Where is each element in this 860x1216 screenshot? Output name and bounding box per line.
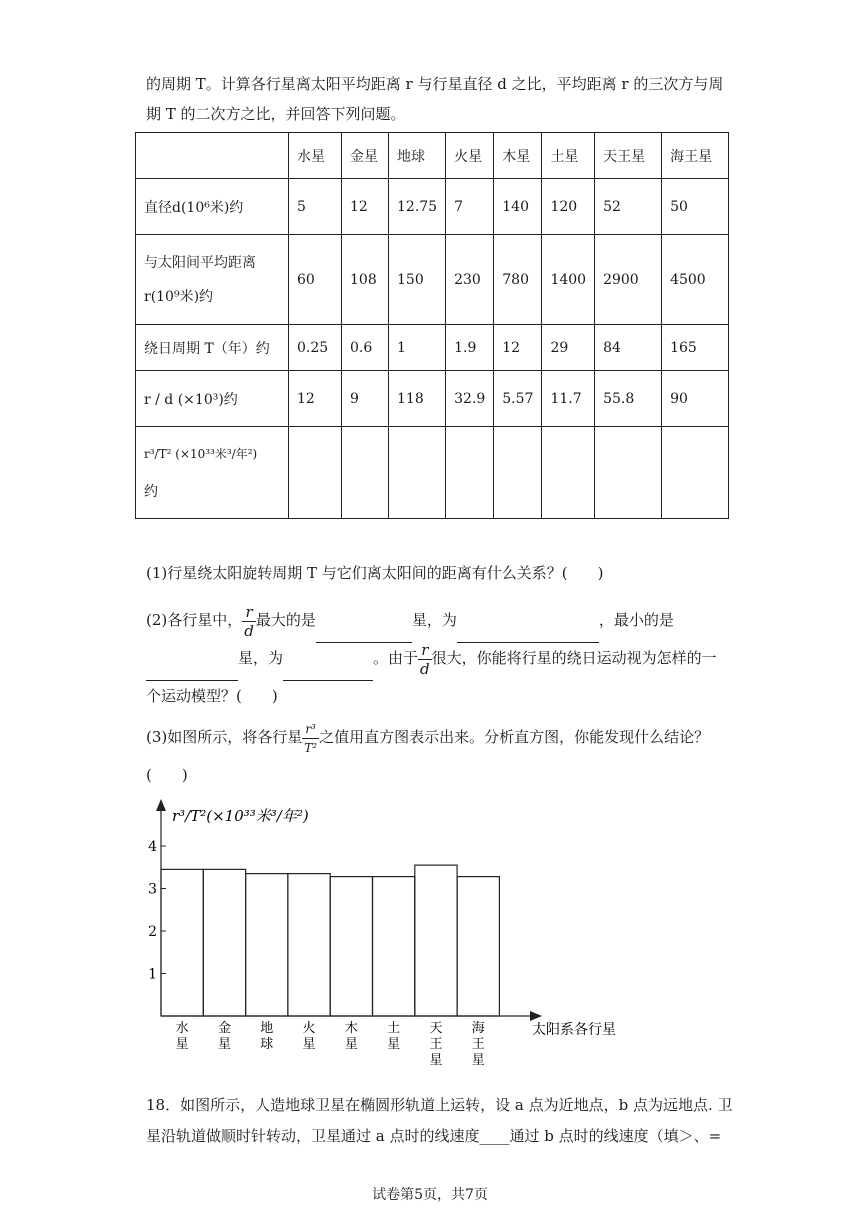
table-cell [662,427,729,519]
q2-text: 星，为 [238,649,284,667]
q3-prefix: (3)如图所示，将各行星 [146,728,303,746]
question-3-line-1 [146,712,709,762]
table-cell [446,427,494,519]
table-cell: 1400 [542,235,595,325]
table-header-cell [136,133,289,179]
x-tick-label: 星 [175,1037,189,1052]
table-cell: 1.9 [446,325,494,371]
table-cell: 120 [542,179,595,235]
fraction-denominator: d [420,659,430,678]
table-row [136,235,729,325]
x-axis-arrow [530,1011,542,1021]
bars [161,865,499,1016]
table-cell [342,427,389,519]
table-cell: 0.6 [342,325,389,371]
q3-text: 之值用直方图表示出来。分析直方图，你能发现什么结论？ [319,728,710,746]
table-cell: 50 [662,179,729,235]
table-cell: 780 [494,235,542,325]
y-ticks [148,839,166,983]
table-cell [389,427,446,519]
x-tick-label: 王 [429,1037,443,1052]
table-cell [494,427,542,519]
x-tick-label: 星 [217,1037,231,1052]
question-18-line-1: 18．如图所示，人造地球卫星在椭圆形轨道上运转，设 a 点为近地点，b 点为远地点. 卫 [146,1096,733,1114]
row-label: r / d (×10³)约 [136,371,289,427]
x-tick-label: 星 [302,1037,316,1052]
table-header-cell: 天王星 [595,133,662,179]
y-axis-label: r³/T²(×10³³米³/年²) [172,807,309,825]
table-header-cell: 水星 [289,133,342,179]
table-cell [595,427,662,519]
table-cell: 84 [595,325,662,371]
table-cell: 29 [542,325,595,371]
table-cell: 5.57 [494,371,542,427]
table-cell [542,427,595,519]
question-2-line-2 [146,636,717,680]
bar [415,865,457,1016]
intro-line-1: 的周期 T。计算各行星离太阳平均距离 r 与行星直径 d 之比，平均距离 r 的三次方与周 [146,75,724,93]
table-header-cell: 地球 [389,133,446,179]
table-cell: 60 [289,235,342,325]
table-cell: 150 [389,235,446,325]
bar [161,869,203,1016]
table-row [136,325,729,371]
fraction-denominator: T² [304,740,318,755]
table-cell [289,427,342,519]
row-label-line-1: 与太阳间平均距离 [144,254,256,271]
x-tick-label: 木 [344,1021,358,1036]
x-tick-labels [176,1020,485,1068]
table-header-cell: 土星 [542,133,595,179]
fraction-numerator: r [242,603,256,622]
q2-text: 。由于 [373,649,419,667]
table-cell: 12 [494,325,542,371]
row-label-line-2: 约 [144,483,158,500]
fraction-numerator: r³ [302,720,319,739]
x-tick-label: 星 [471,1053,485,1068]
bar [288,874,330,1016]
table-cell: 12 [342,179,389,235]
table-cell: 2900 [595,235,662,325]
intro-line-2: 期 T 的二次方之比，并回答下列问题。 [146,105,406,123]
table-row [136,427,729,519]
table-header-cell: 海王星 [662,133,729,179]
x-tick-label: 金 [217,1021,231,1036]
table-row [136,179,729,235]
bar [373,877,415,1016]
table-cell: 118 [389,371,446,427]
table-cell: 12 [289,371,342,427]
table-row [136,371,729,427]
x-tick-label: 海 [471,1021,485,1036]
question-18-line-2: 星沿轨道做顺时针转动，卫星通过 a 点时的线速度____通过 b 点时的线速度（填＞、= [146,1127,722,1145]
question-3-line-2: ( ) [146,766,188,784]
bar [330,877,372,1016]
table-cell: 1 [389,325,446,371]
table-cell: 7 [446,179,494,235]
table-cell: 55.8 [595,371,662,427]
x-tick-label: 土 [387,1021,401,1036]
x-tick-label: 火 [302,1021,316,1036]
x-tick-label: 星 [387,1037,401,1052]
answer-blank[interactable] [146,636,238,681]
x-tick-label: 王 [471,1037,485,1052]
x-axis-label: 太阳系各行星 [532,1022,616,1038]
row-label [136,427,289,519]
bar [457,877,499,1016]
row-label: 直径d(10⁶米)约 [136,179,289,235]
r3-over-t2-fraction [302,720,319,757]
x-tick-label: 水 [175,1021,189,1036]
bar [246,874,288,1016]
q2-prefix: (2)各行星中， [146,611,243,629]
y-tick-label: 1 [148,966,157,983]
table-cell: 32.9 [446,371,494,427]
table-cell: 165 [662,325,729,371]
table-cell: 4500 [662,235,729,325]
q2-text: ，最小的是 [598,611,674,629]
table-header-cell: 金星 [342,133,389,179]
y-tick-label: 3 [148,881,157,898]
y-tick-label: 2 [148,924,157,940]
planet-data-table [135,132,729,519]
chart-axes [156,799,542,1021]
table-header-row [136,133,729,179]
table-cell: 5 [289,179,342,235]
table-header-cell: 木星 [494,133,542,179]
x-tick-label: 星 [344,1037,358,1052]
page-footer: 试卷第5页，共7页 [372,1187,488,1203]
table-cell: 230 [446,235,494,325]
table-cell: 0.25 [289,325,342,371]
q2-text: 最大的是 [255,611,316,629]
table-cell: 90 [662,371,729,427]
answer-blank[interactable] [283,636,373,681]
r-over-d-fraction [418,641,432,678]
y-tick-label: 4 [148,839,157,855]
table-cell: 9 [342,371,389,427]
row-label: 绕日周期 T（年）约 [136,325,289,371]
y-axis-arrow [156,799,166,811]
row-label-line-2: r(10⁹米)约 [144,288,214,305]
q2-text: 很大，你能将行星的绕日运动视为怎样的一 [431,649,717,667]
table-cell: 11.7 [542,371,595,427]
x-tick-label: 星 [429,1053,443,1068]
x-tick-label: 地 [260,1021,274,1036]
question-2-line-3: 个运动模型？( ) [146,687,278,705]
x-tick-label: 球 [260,1037,274,1052]
histogram-chart [140,795,660,1085]
table-header-cell: 火星 [446,133,494,179]
table-cell: 52 [595,179,662,235]
table-cell: 12.75 [389,179,446,235]
bar [203,869,245,1016]
q2-text: 星，为 [411,611,457,629]
row-label-line-1: r³/T² (×10³³米³/年²) [144,446,258,461]
question-1: (1)行星绕太阳旋转周期 T 与它们离太阳间的距离有什么关系？( ) [146,564,604,582]
x-tick-label: 天 [429,1021,443,1036]
table-cell: 140 [494,179,542,235]
table-cell: 108 [342,235,389,325]
row-label [136,235,289,325]
fraction-numerator: r [418,641,432,660]
fraction-denominator: d [244,621,254,640]
r-over-d-fraction [242,603,256,640]
